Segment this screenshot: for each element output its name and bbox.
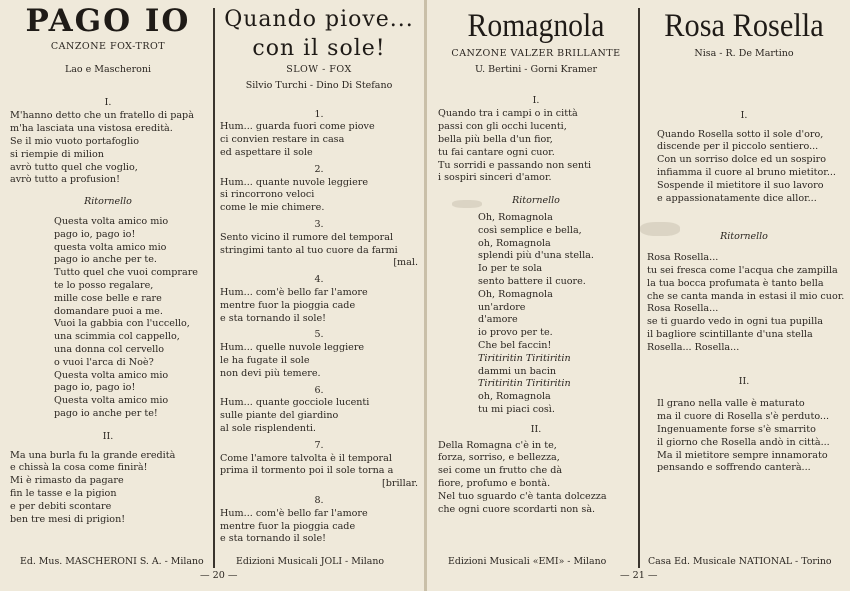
refrain-line: io provo per te. [478, 327, 553, 339]
song-subtitle: SLOW - FOX [286, 64, 352, 75]
refrain-label: Ritornello [720, 231, 768, 243]
page-number-left: — 20 — [200, 570, 238, 581]
refrain-line: tu sei fresca come l'acqua che zampilla [647, 264, 838, 276]
refrain-line: Questa volta amico mio [54, 395, 169, 407]
refrain-line: pago io anche per te. [54, 254, 157, 266]
stanza-line: Hum... quante nuvole leggiere [220, 176, 369, 188]
stanza-line: stringimi tanto al tuo cuore da farmi [220, 244, 398, 256]
refrain-line: Oh, Romagnola [478, 288, 553, 300]
verse-line: si riempie di milion [10, 148, 104, 160]
refrain-line: Oh, Romagnola [478, 211, 553, 223]
song-title: PAGO IO [25, 3, 191, 39]
verse-line: Della Romagna c'è in te, [438, 439, 557, 451]
refrain-line: d'amore [478, 314, 518, 326]
refrain-lines [10, 216, 206, 421]
column-rule [213, 8, 215, 568]
refrain-line: Tiritiritin Tiritiritin [478, 352, 571, 364]
refrain-line: splendi più d'una stella. [478, 250, 594, 262]
section-label: II. [102, 430, 114, 442]
stanza-line: le ha fugate il sole [220, 354, 310, 366]
stanza-line: come le mie chimere. [220, 202, 325, 214]
stanza-lines [220, 453, 418, 491]
verse-line: sei come un frutto che dà [438, 465, 563, 477]
song-subtitle: CANZONE FOX-TROT [50, 41, 166, 52]
column-rule [638, 8, 640, 568]
stanza-line: Hum... quelle nuvole leggiere [220, 342, 365, 354]
verse-line: Se il mio vuoto portafoglio [10, 135, 139, 147]
verse-lines [438, 108, 634, 185]
refrain-line: domandare puoi a me. [54, 305, 163, 317]
stanza-number: 2. [314, 163, 324, 175]
refrain-line: tu mi piaci così. [478, 403, 555, 415]
refrain-label: Ritornello [512, 195, 560, 207]
verse-line: che ogni cuore scordarti non sà. [438, 503, 596, 515]
stanza-line: Hum... com'è bello far l'amore [220, 286, 368, 298]
stanza-lines [220, 397, 418, 435]
refrain-line: questa volta amico mio [54, 241, 167, 253]
stanza-line: [mal. [393, 257, 418, 269]
stanza-lines [220, 508, 418, 546]
stanza-line: Hum... guarda fuori come piove [220, 121, 375, 133]
book-gutter [424, 0, 427, 591]
song-rosa-rosella [645, 0, 843, 475]
verse-line: avrò tutto a profusion! [10, 174, 120, 186]
refrain-line: Questa volta amico mio [54, 369, 169, 381]
verse-line: ma il cuore di Rosella s'è perduto... [657, 411, 830, 423]
stanza-line: e sta tornando il sole! [220, 533, 327, 545]
song-quando-piove [220, 0, 418, 546]
stanza-line: sulle piante del giardino [220, 410, 339, 422]
song-title: Romagnola [467, 8, 605, 44]
stanza-number: 6. [314, 384, 324, 396]
song-authors: Lao e Mascheroni [64, 63, 152, 75]
refrain-line: oh, Romagnola [478, 237, 551, 249]
stanza-line: Sento vicino il rumore del temporal [220, 231, 394, 243]
verse-line: Con un sorriso dolce ed un sospiro [657, 154, 826, 166]
verse-line: Ma una burla fu la grande eredità [10, 449, 176, 461]
publisher-footer: Edizioni Musicali «EMI» - Milano [448, 556, 607, 567]
verse-line: M'hanno detto che un fratello di papà [10, 110, 194, 122]
refrain-lines [438, 212, 634, 417]
publisher-footer: Ed. Mus. MASCHERONI S. A. - Milano [20, 556, 204, 567]
stanza-line: si rincorrono veloci [220, 189, 315, 201]
song-title: Rosa Rosella [664, 8, 824, 44]
stanza-number: 8. [314, 494, 324, 506]
verse-lines [10, 110, 206, 187]
song-romagnola [438, 0, 634, 516]
song-title-line1: Quando piove... [224, 7, 414, 32]
refrain-line: Che bel faccin! [478, 339, 552, 351]
verse-line: il giorno che Rosella andò in città... [657, 436, 830, 448]
stanza-number: 7. [314, 439, 324, 451]
stanza-lines [220, 287, 418, 325]
verse-line: Nel tuo sguardo c'è tanta dolcezza [438, 490, 607, 502]
stanza-line: non devi più temere. [220, 367, 321, 379]
section-label: II. [530, 423, 542, 435]
verse-line: bella più bella d'un fior, [438, 133, 553, 145]
refrain-line: un'ardore [478, 301, 526, 313]
verse-line: i sospiri sinceri d'amor. [438, 172, 552, 184]
stanza-number: 3. [314, 218, 324, 230]
stanza-lines [220, 232, 418, 270]
refrain-line: pago io, pago io! [54, 228, 136, 240]
stanza-line: prima il tormento poi il sole torna a [220, 465, 394, 477]
refrain-line: te lo posso regalare, [54, 279, 154, 291]
verse-line: tu fai cantare ogni cuor. [438, 146, 555, 158]
stanza-line: [brillar. [382, 478, 418, 490]
page-number-right: — 21 — [620, 570, 658, 581]
verse-line: e appassionatamente dice allor... [657, 192, 817, 204]
refrain-line: il bagliore scintillante d'una stella [647, 328, 813, 340]
refrain-line: Vuoi la gabbia con l'uccello, [54, 318, 190, 330]
stanza-number: 5. [314, 329, 324, 341]
section-label: I. [532, 94, 540, 106]
verse-line: fiore, profumo e bontà. [438, 477, 551, 489]
section-label: II. [738, 375, 750, 387]
stanza-lines [220, 121, 418, 159]
stanza-line: mentre fuor la pioggia cade [220, 520, 356, 532]
stanza-line: al sole risplendenti. [220, 422, 316, 434]
song-subtitle: CANZONE VALZER BRILLANTE [451, 48, 621, 59]
stanza-line: ci convien restare in casa [220, 134, 345, 146]
verse-line: avrò tutto quel che voglio, [10, 161, 138, 173]
section-label: I. [740, 109, 748, 121]
section-label: I. [104, 96, 112, 108]
stanza-line: ed aspettare il sole [220, 146, 313, 158]
verse-line: fin le tasse e la pigion [10, 487, 117, 499]
verse-line: Il grano nella valle è maturato [657, 398, 805, 410]
refrain-line: Rosella... Rosella... [647, 341, 740, 353]
refrain-line: una scimmia col cappello, [54, 331, 180, 343]
stanza-line: Hum... quante gocciole lucenti [220, 397, 370, 409]
verse-line: Quando Rosella sotto il sole d'oro, [657, 128, 824, 140]
refrain-line: Tutto quel che vuoi comprare [54, 267, 198, 279]
verse-line: forza, sorriso, e bellezza, [438, 452, 560, 464]
refrain-label: Ritornello [84, 196, 132, 208]
refrain-line: se ti guardo vedo in ogni tua pupilla [647, 316, 823, 328]
refrain-line: una donna col cervello [54, 343, 165, 355]
verse-lines [438, 440, 634, 517]
verse-line: Quando tra i campi o in città [438, 108, 578, 120]
verse-line: Tu sorridi e passando non senti [438, 159, 592, 171]
publisher-footer: Edizioni Musicali JOLI - Milano [236, 556, 385, 567]
refrain-line: che se canta manda in estasi il mio cuor. [647, 290, 845, 302]
stanza-line: e sta tornando il sole! [220, 312, 327, 324]
verse-line: Ma il mietitore sempre innamorato [657, 449, 828, 461]
song-authors: U. Bertini - Gorni Kramer [474, 63, 598, 75]
refrain-line: sento battere il cuore. [478, 275, 586, 287]
publisher-footer: Casa Ed. Musicale NATIONAL - Torino [648, 556, 832, 567]
stanza-lines [220, 177, 418, 215]
refrain-line: Rosa Rosella... [647, 303, 719, 315]
song-pago-io [10, 0, 206, 526]
song-title-line2: con il sole! [252, 36, 386, 61]
refrain-line: Rosa Rosella... [647, 252, 719, 264]
verse-line: passi con gli occhi lucenti, [438, 121, 567, 133]
refrain-line: Questa volta amico mio [54, 215, 169, 227]
refrain-line: Tiritiritin Tiritiritin [478, 378, 571, 390]
refrain-line: mille cose belle e rare [54, 292, 162, 304]
refrain-line: pago io, pago io! [54, 382, 136, 394]
verse-line: e per debiti scontare [10, 500, 112, 512]
refrain-line: la tua bocca profumata è tanto bella [647, 277, 824, 289]
stanza-lines [220, 342, 418, 380]
refrain-lines [645, 252, 843, 354]
verse-line: infiamma il cuore al bruno mietitor... [657, 166, 836, 178]
verse-line: ben tre mesi di prigion! [10, 513, 126, 525]
verse-lines [10, 450, 206, 527]
verse-line: m'ha lasciata una vistosa eredità. [10, 123, 173, 135]
verse-line: pensando e soffrendo canterà... [657, 462, 811, 474]
stanza-line: Hum... com'è bello far l'amore [220, 507, 368, 519]
song-authors: Nisa - R. De Martino [694, 48, 794, 59]
verse-line: Ingenuamente forse s'è smarrito [657, 423, 816, 435]
stanza-number: 4. [314, 274, 324, 286]
refrain-line: dammi un bacin [478, 365, 557, 377]
verse-line: e chissà la cosa come finirà! [10, 462, 148, 474]
verse-line: discende per il piccolo sentiero... [657, 141, 819, 153]
refrain-line: pago io anche per te! [54, 407, 158, 419]
song-authors: Silvio Turchi - Dino Di Stefano [245, 79, 393, 91]
refrain-line: Io per te sola [478, 263, 543, 275]
stanza-line: mentre fuor la pioggia cade [220, 299, 356, 311]
verse-lines [645, 129, 843, 206]
verse-line: Sospende il mietitore il suo lavoro [657, 179, 824, 191]
verse-lines [645, 398, 843, 475]
stanza-line: Come l'amore talvolta è il temporal [220, 452, 392, 464]
stanza-number: 1. [314, 108, 324, 120]
refrain-line: oh, Romagnola [478, 391, 551, 403]
verse-line: Mi è rimasto da pagare [10, 475, 124, 487]
refrain-line: così semplice e bella, [478, 224, 582, 236]
refrain-line: o vuoi l'arca di Noè? [54, 356, 154, 368]
